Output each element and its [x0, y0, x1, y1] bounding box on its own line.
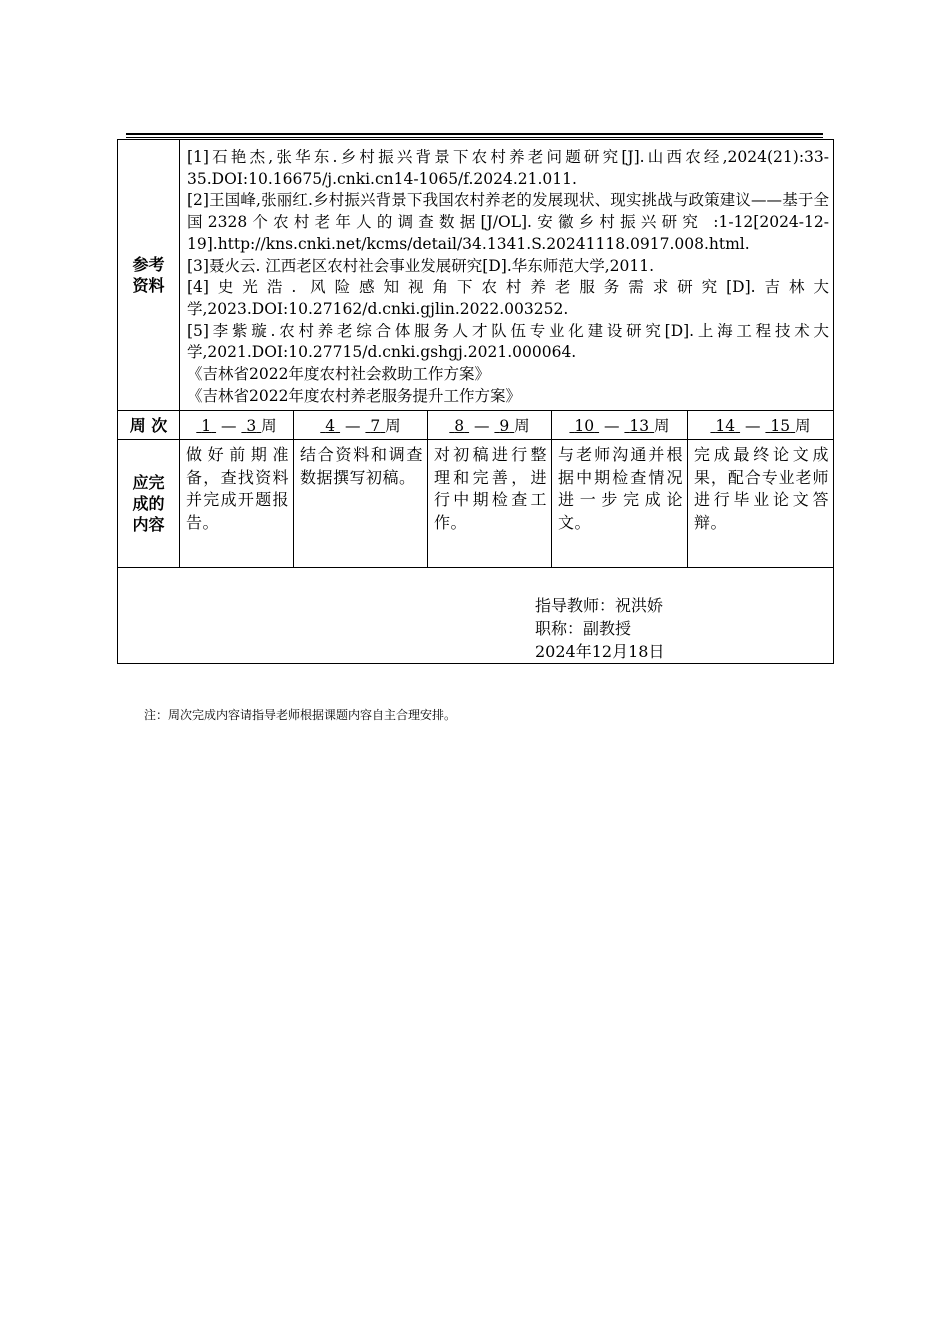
advisor-name: 指导教师：祝洪娇	[535, 596, 664, 616]
reference-item: 《吉林省2022年度农村社会救助工作方案》	[187, 365, 490, 384]
task-cell-4: 与老师沟通并根据中期检查情况进一步完成论文。	[552, 440, 688, 568]
top-rule-thin	[126, 137, 823, 138]
task-cell-3: 对初稿进行整理和完善，进行中期检查工作。	[428, 440, 552, 568]
week-range-4: 10 — 13 周	[552, 411, 688, 440]
reference-item: [5]李紫璇.农村养老综合体服务人才队伍专业化建设研究[D].上海工程技术大学,2021.DOI:10.27715/d.cnki.gshgj.2021.000064.	[187, 321, 829, 362]
signature-cell	[118, 568, 834, 664]
week-label: 周 次	[118, 411, 180, 440]
week-range-5: 14 — 15 周	[688, 411, 834, 440]
week-range-3: 8 — 9 周	[428, 411, 552, 440]
reference-item: [4]史光浩. 风险感知视角下农村养老服务需求研究[D].吉林大学,2023.DOI:10.27162/d.cnki.gjlin.2022.003252.	[187, 278, 829, 318]
reference-item: [3]聂火云. 江西老区农村社会事业发展研究[D].华东师范大学,2011.	[187, 256, 655, 275]
top-rule	[126, 133, 823, 135]
signature-block	[535, 594, 664, 663]
signature-row	[118, 568, 834, 664]
task-cell-2: 结合资料和调查数据撰写初稿。	[294, 440, 428, 568]
task-form-table	[117, 139, 834, 664]
references-label: 参考 资料	[118, 140, 180, 411]
task-cell-5: 完成最终论文成果，配合专业老师进行毕业论文答辩。	[688, 440, 834, 568]
signature-date: 2024年12月18日	[535, 642, 665, 662]
week-row	[118, 411, 834, 440]
reference-item: [2]王国峰,张丽红.乡村振兴背景下我国农村养老的发展现状、现实挑战与政策建议——基于全国2328个农村老年人的调查数据[J/OL].安徽乡村振兴研究 :1-12[2024-12-19].http://kns.cnki.net/kcms/detail/34.1341.S.20241118.0917.008.html.	[187, 191, 829, 253]
references-list	[180, 140, 834, 411]
references-row	[118, 140, 834, 411]
content-label: 应完 成的 内容	[118, 440, 180, 568]
reference-item: 《吉林省2022年度农村养老服务提升工作方案》	[187, 386, 521, 405]
advisor-title: 职称：副教授	[535, 619, 632, 639]
reference-item: [1]石艳杰,张华东.乡村振兴背景下农村养老问题研究[J].山西农经,2024(21):33-35.DOI:10.16675/j.cnki.cn14-1065/f.2024.21.011.	[187, 148, 829, 188]
content-row	[118, 440, 834, 568]
week-range-2: 4 — 7 周	[294, 411, 428, 440]
footnote: 注：周次完成内容请指导老师根据课题内容自主合理安排。	[144, 708, 457, 722]
task-cell-1: 做好前期准备，查找资料并完成开题报告。	[180, 440, 294, 568]
week-range-1: 1 — 3 周	[180, 411, 294, 440]
